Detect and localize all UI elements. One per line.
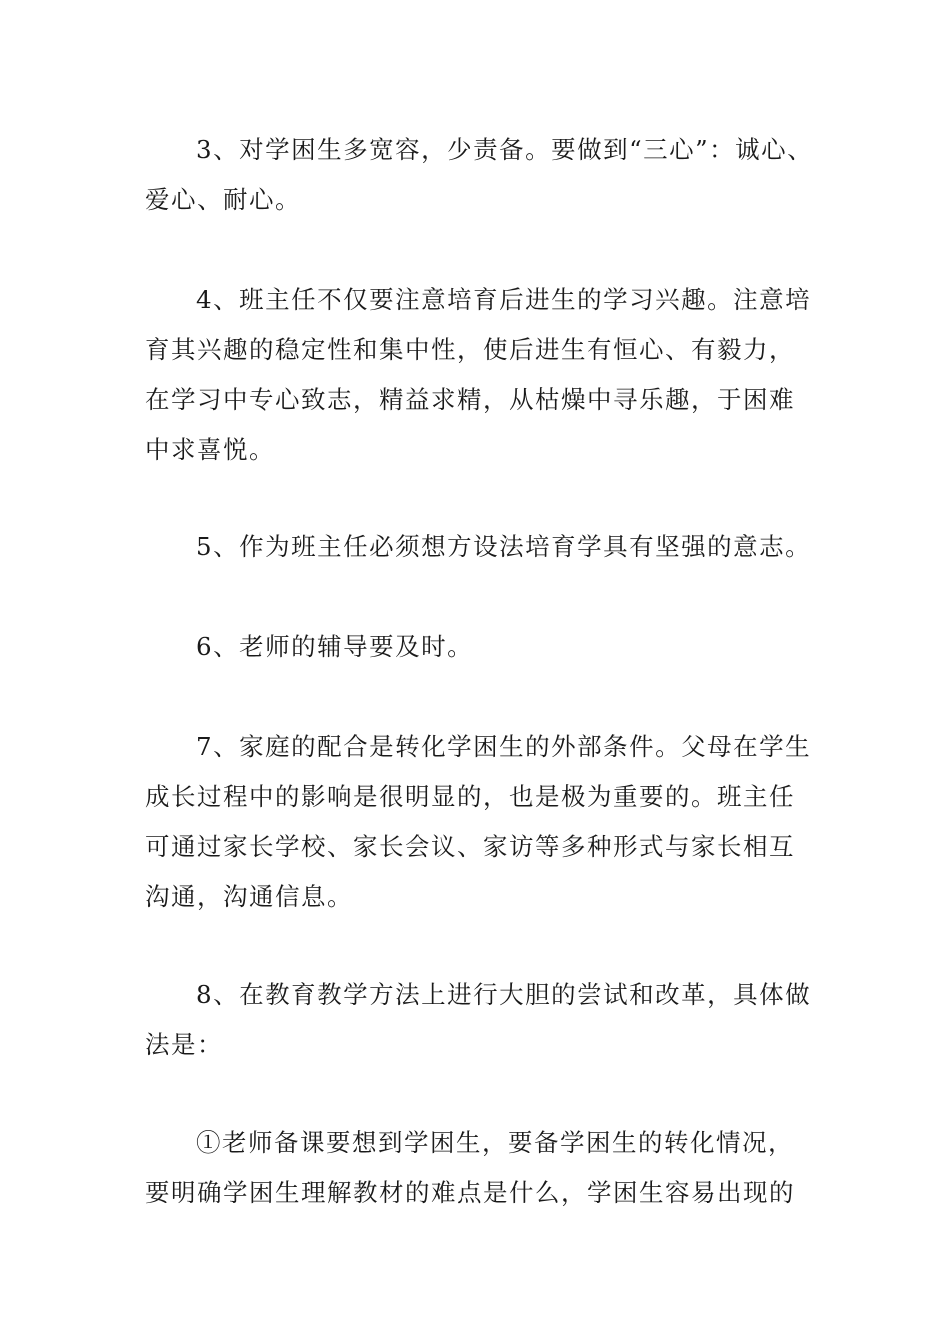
paragraph-8-item-1	[145, 1118, 815, 1218]
text-line: 8、在教育教学方法上进行大胆的尝试和改革，具体做	[196, 980, 812, 1009]
text-line: 沟通，沟通信息。	[145, 882, 353, 911]
text-line: 在学习中专心致志，精益求精，从枯燥中寻乐趣，于困难	[145, 385, 795, 414]
text-line: 爱心、耐心。	[145, 185, 301, 214]
text-line: 7、家庭的配合是转化学困生的外部条件。父母在学生	[196, 732, 812, 761]
paragraph-3	[145, 125, 815, 225]
text-line: 育其兴趣的稳定性和集中性，使后进生有恒心、有毅力，	[145, 335, 795, 364]
text-line: 可通过家长学校、家长会议、家访等多种形式与家长相互	[145, 832, 795, 861]
paragraph-5	[145, 522, 815, 572]
paragraph-7	[145, 722, 815, 922]
text-line: 法是：	[145, 1030, 223, 1059]
text-line: 4、班主任不仅要注意培育后进生的学习兴趣。注意培	[196, 285, 812, 314]
text-line: 中求喜悦。	[145, 435, 275, 464]
text-line: ①老师备课要想到学困生，要备学困生的转化情况，	[196, 1128, 794, 1157]
paragraph-8	[145, 970, 815, 1070]
paragraph-6	[145, 622, 815, 672]
text-line: 5、作为班主任必须想方设法培育学具有坚强的意志。	[196, 532, 812, 561]
text-line: 成长过程中的影响是很明显的，也是极为重要的。班主任	[145, 782, 795, 811]
text-line: 要明确学困生理解教材的难点是什么，学困生容易出现的	[145, 1178, 795, 1207]
text-line: 6、老师的辅导要及时。	[196, 632, 474, 661]
paragraph-4	[145, 275, 815, 475]
text-line: 3、对学困生多宽容，少责备。要做到“三心”：诚心、	[196, 135, 814, 164]
